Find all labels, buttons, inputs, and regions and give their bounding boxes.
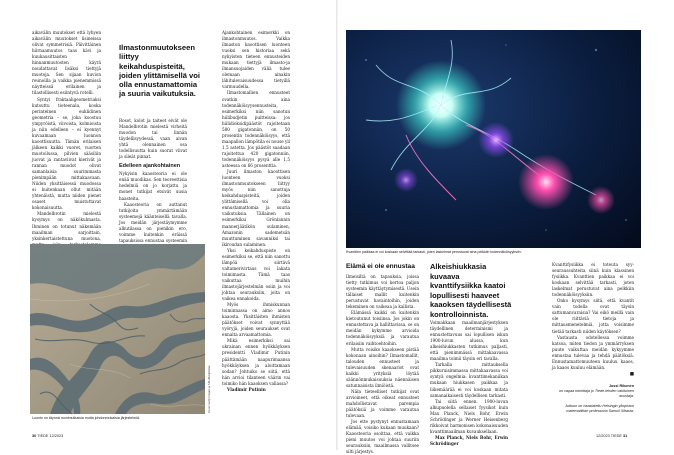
paragraph: Tarkalla mittauksella pikkuruisimmassa mittakaavassa voi syntyä ongelmia: kvanttimekaniikan mukaan hiukkasen paikkaa ja liikemäärää ei voi koskaan mitata samanaikaisesti täydellisen tarkasti. xyxy=(430,362,508,398)
paragraph: Elämässä kaikki on kuitenkin kietoutunut toisiinsa. Jos jokin on ennustettava ja hallittavissa, se on meidän kykymme arvioida todennäköisyyksiä ja varautua erilaisiin vaihtoehtoihin. xyxy=(346,310,419,346)
highlighted-names: Vladimir Putinin xyxy=(227,386,266,392)
quantum-plasma-image xyxy=(346,30,641,248)
paragraph: Onko kysymys siitä, että kvantit vain todella ovat täysin sattumanvaraisia? Vai eikö meillä vain ole riittäviä tietoja ja mittausmenetelmiä, jotta voisimme tietää tarkasti niiden käytöksen? xyxy=(552,298,634,334)
left-column-1 xyxy=(32,30,101,241)
paragraph: Ilmeisiltä on tapauksia, joissa tietty tutkimus voi kertoa paljon systeemin käyttäytymisestä. Usein tällaiset mallit kuitenkin perustuvat havaintoihin, joiden tekeminen on vaikeaa ja kallista. xyxy=(346,274,419,310)
subheading: Edelleen ajankohtainen xyxy=(119,163,181,170)
author-bio: on vapaa toimittaja jo Tiede-lehden vakituinen avustaja. xyxy=(559,389,634,399)
interview-note: Juttuun on haastateltu Helsingin yliopiston matematiikan professoria Samuli Siltasta. xyxy=(565,403,634,413)
paragraph: Syntyi fraktaaligeometriaksi kutsuttu tieteenala, koska perinteinen euklidinen geometria – se, joka koostuu ympyröistä, viivoista, kolmioista ja niin edelleen – ei kyennyt kuvaamaan luonnon kaoottisuutta. Tämän erilaisen jälkeen kaikki vuoret, vuorten muotoilussa, pilvien sääsiliin juovat ja rantaviivat kierivät ja rannan muodot olivat samanlaisia suurimmasta pienimpään mittakaavaan. Niiden yksittäisessä muodossa ei kuitenkaan ollut mitään yhtenäistä, mutta niiden pienet osaset muistuttavat kokonaisuutta. xyxy=(32,96,101,211)
column-title: Elämä ei ole ennustaa xyxy=(346,263,415,270)
paragraph: Näin tieteelliset tutkijat ovat arvioineet, että oikeat ennusteet mahdollistavat parempia päätöksiä ja voimme varautua tulevaan. xyxy=(346,388,419,419)
pull-heading: Alkeishiukkasia kuvaava kvanttifysiikka kaatoi lopullisesti haaveet kaaoksen täydellisestä kontrolloinnista. xyxy=(430,262,512,319)
magazine-name: TIEDE xyxy=(37,434,49,438)
right-folio xyxy=(596,434,627,438)
left-column-2 xyxy=(119,118,187,243)
right-column-1 xyxy=(346,274,419,455)
river-delta-illustration xyxy=(30,244,205,414)
physicist-names: Max Planck, Niels Bohr, Erwin Schrödinger xyxy=(430,434,508,446)
paragraph: Mutta voisiko kaaokseen pistää kokonaan ainoihin? Ilmastomallit, talouden ennusteet ja tulevaisuuden skenaariot ovat kaikki yrityksiä löytää säännönmukaisuuksia näennäisen satunnaisista ilmiöistä. xyxy=(346,346,419,388)
paragraph: Nykyisin kaaosteoria ei ole enää muodikas. Sen teoreettisia hedelmiä on jo korjattu ja monet tutkijat etsivät uusia haasteita. xyxy=(119,171,187,201)
paragraph: aikavälin muutokset että lyhyen aikavälin muutokset lisineissa olivat symmetrisiä. Päivittäinen hiirnaamuutos taas kävi ja kuukausittaisten hinnanmuutosten käyrä noudattavat lisäksi tiettyjä muotoja. Sen sijaan kuvion reunoilla ja vaikka pienemmissä näytteissä erilainen ja tilastollisesti esiintyvä rotelli. xyxy=(32,30,101,96)
paragraph: Myös ihmiskunnan toiminnassa on aimo annos kaaosta. Yksittäisten ihmisten päätökset voivat synnyttää vyöryjä, joiden seuraukset ovat ennalta arvaamattomia. xyxy=(222,302,290,338)
issue-number: 12/2023 xyxy=(49,434,64,438)
paragraph: Kaaosteoria on auttanut tutkijoita ymmärtämään systeemejä käänteisellä tavalla. Jos meidän järjestäymymme alkutilassa on pienikin ero, voimme kuitenkin eräissä tapauksissa ennustaa systeemin xyxy=(119,201,187,243)
paragraph: Juuri ilmaston kaoottisen luonteen vuoksi ilmastonmuutokseen liittyy myös niin sanottuja keikahduspisteitä, joiden ylittämisellä voi olla ennustamattomia ja suuria vaikutuksia. Tällainen on esimerkiksi Grönlannin mannerjäätikön sulaminen, Amazonin sademetsän muuttuminen savanniksi tai ikiroudan sulaminen. xyxy=(222,169,290,247)
page-gutter xyxy=(336,0,338,450)
page-number: 31 xyxy=(622,434,628,438)
paragraph: Ajankohtainen esimerkki on ilmastonmuutos. Vaikka ilmaston kaoottisen luonteen vuoksi sen historiaa sekä nykyisten tieteen ennusteiden mukaan tiettyjä ilmasto-ja ilmansuojaiden väliä tulee olemaan ainakin lähitulevaisuudessa tietyillä varmuudella. xyxy=(222,30,290,90)
paragraph: Voimakkaan maailmanjärjestyksen täydellinen determinismi ja ennustettavuus sai lopullisen iskun 1900-luvun alussa, kun alkeishiukkasten tutkimus paljasti, että pienimmässä mittakaavassa maailma toimii täysin eri tavalla. xyxy=(430,320,508,362)
paragraph: Mikä esimerkiksi sai ukrainan ennen hyökkäyksen presidentti Vladimir Putinin päättämään naapurimaansa hyökkäyksen ja aloittamaan sodan? Johtuiko se siitä, että hän arvioi tilanteen väärin vai toimiko hän kaaoksen vallassa? xyxy=(222,338,290,386)
right-column-3 xyxy=(552,262,634,382)
paragraph: Mandelbrotin mielestä kysymys on näkökulmasta. Ihminen on totunut näkemään maailman sarjoittain, yksinkertaistettuna muotona, xyxy=(32,211,101,241)
photo-credit: Kuvat: Getty Images ja SPL/Mostphotos xyxy=(208,365,211,413)
author-box xyxy=(552,384,634,414)
image-caption: Kvanttien paikkaa ei voi koskaan selvittää tarkasti, joten laskelmat perustuvat aina pelkkiin todennäköisyyksiin. xyxy=(346,250,522,254)
left-column-3 xyxy=(222,30,290,424)
paragraph: Yksi keikahduspiste on esimerkiksi se, että niin sanottu lämpöä siirtävä valtamerivirtaus voi lakata toimimasta. Tämä taas vaikuttaa muihin ilmastojärjestelmän osiin ja voi johtaa seurauksiin, joita on vaikea ennakoida. xyxy=(222,247,290,302)
left-folio xyxy=(32,434,63,438)
paragraph: Rosot, kolot ja taiteet eivät ole Mandelbrotin mielestä virheitä muodon tai linnän täydellisyydessä, vaan aivan yhtä olennainen osa todellisuutta kuin suorat viivat ja sileät pinnat. xyxy=(119,118,187,160)
paragraph: Jos ette pystynyt ennustamaan elämää, voisiko kukaan muukaan? Kaaosteoria osoittaa, että vaikka pieni muutos voi johtaa suuriin seurauksiin, maailmassa vallitsee silti järjestys. xyxy=(346,419,419,455)
page-number: 30 xyxy=(32,434,37,438)
photo-caption: Luonto on täynnä monimutkaisia mutta johdonmukaisia järjestelmiä. xyxy=(32,416,140,420)
pull-quote: Ilmastonmuutokseen liittyy keikahduspisteitä, joiden ylittämisellä voi olla ennustamattomia ja suuria vaikutuksia. xyxy=(119,43,201,99)
quantum-illustration xyxy=(346,30,641,248)
issue-number: 12/2023 xyxy=(596,434,610,438)
author-name: Jussi Rikonen xyxy=(608,384,634,388)
paragraph: Kvanttifysiikka ei toteuta syy-seuraussuhteita siinä kuin klassinen fysiikka. Kvanttien paikkaa ei voi koskaan selvittää tarkasti, joten laskelmat perustuvat aina pelkkiin todennäköisyyksiin. xyxy=(552,262,634,298)
paragraph xyxy=(222,387,290,393)
paragraph xyxy=(552,371,634,378)
paragraph: Ilmastomallien ennusteet ovatkin aina todennäköisyysennusteita, esimerkiksi niin sanotun hiilibudjetin puitteissa: jos hiilidioksidipäästöt rajoitetaan 580 gigatonniin, on 50 prosentin todennäköisyys, että maapallon lämpötila ei nouse yli 1,5 astetta. Jos päästöt saadaan rajoitettua 420 gigatonniin, todennäköisyys pysyä alle 1,5 asteessa on 66 prosenttia. xyxy=(222,90,290,169)
end-mark: ■ xyxy=(629,371,634,377)
magazine-name: TIEDE xyxy=(610,434,622,438)
river-delta-photo xyxy=(30,244,205,414)
paragraph: Tai siitä ennen. 1900-luvun alkupuolella sellaiset fyysikot kuin Max Planck, Niels Bohr, Erwin Schrödinger ja Werner Heisenberg rikkoivat harmonisen kokonaisuuden kvanttimaailman kuvauksellaan. xyxy=(430,398,508,434)
paragraph: Vastausta odotellessa voimme katsoa, miten tiedon ja ymmärryksen puute vaikuttaa meidän kykyymme ennustaa tulevaa ja tehdä päätöksiä. Ennustamattomuuteen kuuluu kaaos, ja kaaos kuuluu elämään. xyxy=(552,334,634,370)
paragraph xyxy=(430,435,508,447)
right-column-2 xyxy=(430,320,508,446)
